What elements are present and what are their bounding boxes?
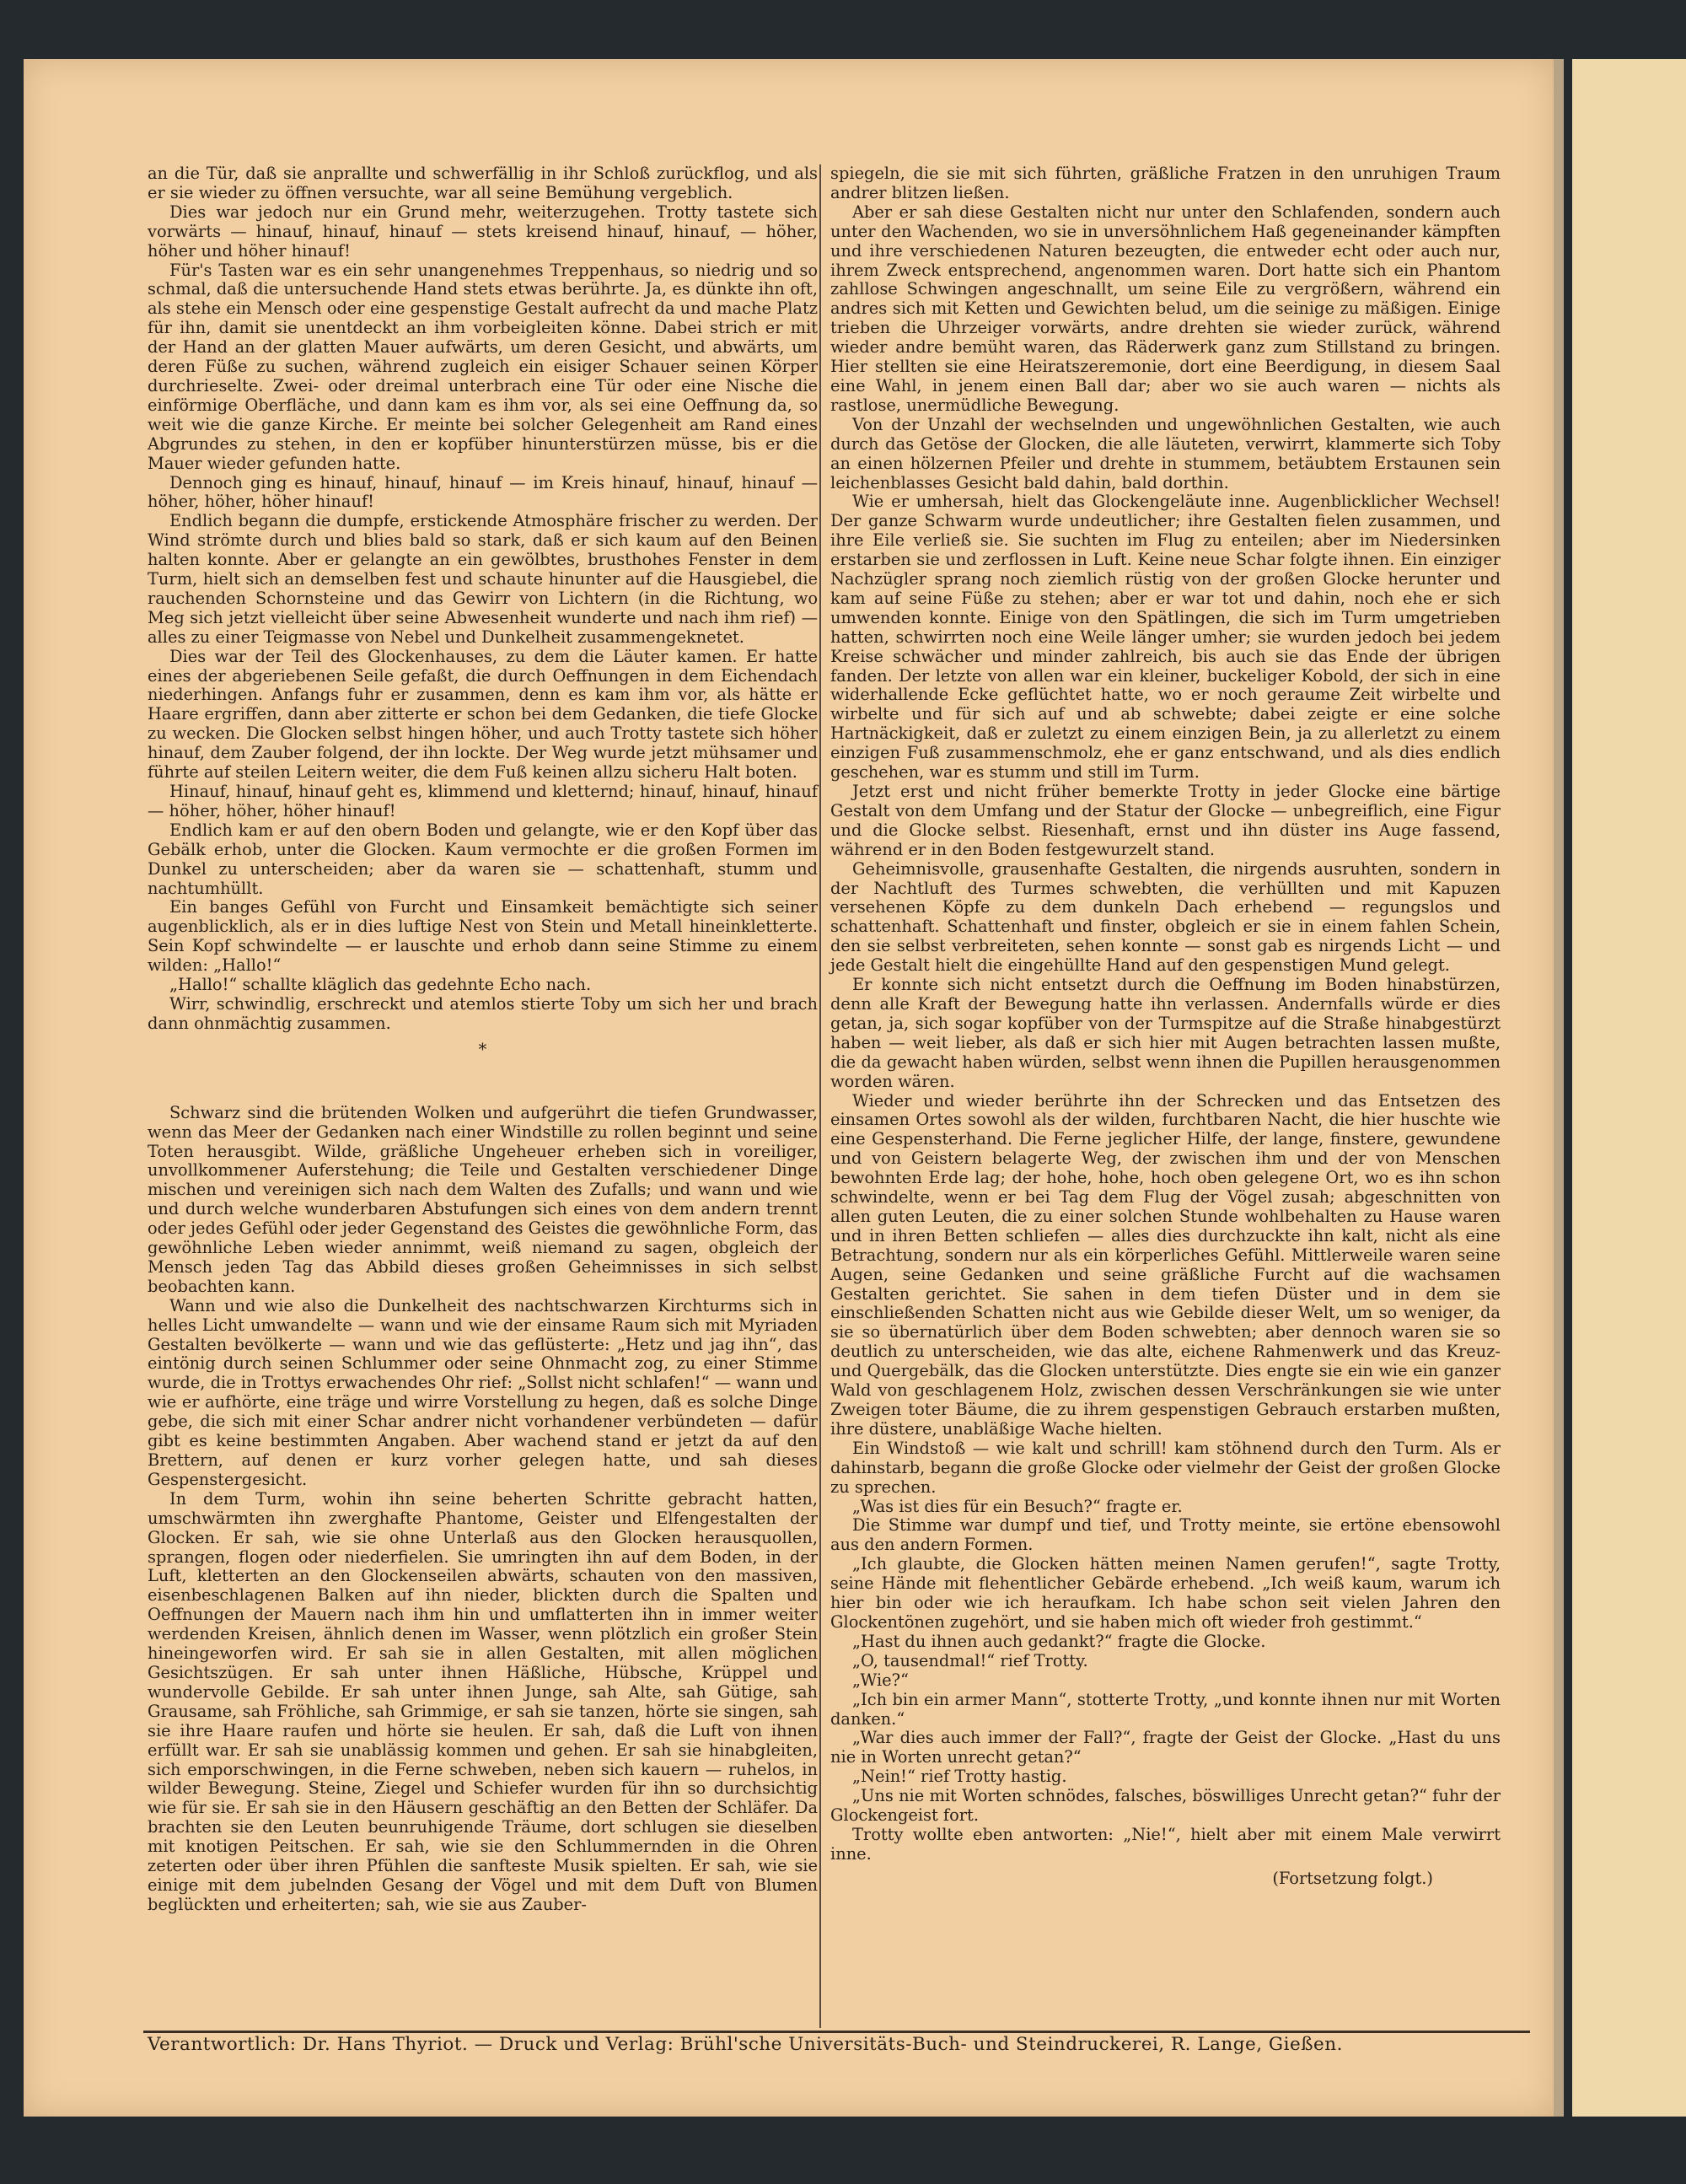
paragraph: Dies war jedoch nur ein Grund mehr, weiterzugehen. Trotty tastete sich vorwärts — hinauf, hinauf, hinauf — stets kreisend hinauf, hinauf, — höher, höher und höher hinauf! [148, 202, 818, 261]
paragraph: spiegeln, die sie mit sich führten, gräßliche Fratzen in den unruhigen Traum andrer blitzen ließen. [830, 164, 1501, 202]
page-edge [1554, 59, 1564, 2117]
paragraph: Ein banges Gefühl von Furcht und Einsamkeit bemächtigte sich seiner augenblicklich, als er in dies luftige Nest von Stein und Metall hineinkletterte. Sein Kopf schwindelte — er lauschte und erhob dann seine Stimme zu einem wilden: „Hallo!“ [148, 897, 818, 976]
right-column [830, 164, 1501, 1889]
left-column [148, 164, 818, 1915]
paragraph: Dies war der Teil des Glockenhauses, zu dem die Läuter kamen. Er hatte eines der abgeriebenen Seile gefaßt, die durch Oeffnungen in dem Eichendach niederhingen. Anfangs fuhr er zusammen, denn es kam ihm vor, als hätte er Haare ergriffen, dann aber zitterte er schon bei dem Gedanken, die tiefe Glocke zu wecken. Die Glocken selbst hingen höher, und auch Trotty tastete sich höher hinauf, dem Zauber folgend, der ihn lockte. Der Weg wurde jetzt mühsamer und führte auf steilen Leitern weiter, die dem Fuß keinen allzu sicheru Halt boten. [148, 646, 818, 783]
paragraph: Geheimnisvolle, grausenhafte Gestalten, die nirgends ausruhten, sondern in der Nachtluft des Turmes schwebten, die verhüllten und mit Kapuzen versehenen Köpfe zu dem dunkeln Dach erhebend — regungslos und schattenhaft. Schattenhaft und finster, obgleich er sie in einem fahlen Schein, den sie selbst verbreiteten, sehen konnte — sonst gab es nirgends Licht — und jede Gestalt hielt die eingehüllte Hand auf den gespenstigen Mund gelegt. [830, 858, 1501, 976]
paragraph: Er konnte sich nicht entsetzt durch die Oeffnung im Boden hinabstürzen, denn alle Kraft der Bewegung hatte ihn verlassen. Andernfalls würde er dies getan, ja, sich sogar kopfüber von der Turmspitze auf die Straße hinabgestürzt haben — weit lieber, als daß er sich hier mit Augen betrachten lassen mußte, die da gewacht haben würden, selbst wenn ihnen die Pupillen herausgenommen worden wären. [830, 975, 1501, 1091]
paragraph: Aber er sah diese Gestalten nicht nur unter den Schlafenden, sondern auch unter den Wachenden, wo sie in unversöhnlichem Haß gegeneinander kämpften und ihre verschiedenen Naturen bezeugten, die entweder echt oder auch nur, ihrem Zweck entsprechend, angenommen waren. Dort hatte sich ein Phantom zahllose Schwingen angeschnallt, um seine Eile zu vergrößern, während ein andres sich mit Ketten und Gewichten belud, um die seinige zu mäßigen. Einige trieben die Uhrzeiger vorwärts, andre drehten sie wieder zurück, während wieder andre bemüht waren, das Räderwerk ganz zum Stillstand zu bringen. Hier stellten sie eine Heiratszeremonie, dort eine Beerdigung, in diesem Saal eine Wahl, in jenem einen Ball dar; aber wo sie auch waren — nichts als rastlose, unermüdliche Bewegung. [830, 202, 1501, 415]
paragraph: „War dies auch immer der Fall?“, fragte der Geist der Glocke. „Hast du uns nie in Worten unrecht getan?“ [830, 1728, 1501, 1767]
paragraph: Endlich kam er auf den obern Boden und gelangte, wie er den Kopf über das Gebälk erhob, unter die Glocken. Kaum vermochte er die großen Formen im Dunkel zu unterscheiden; aber da waren sie — schattenhaft, stumm und nachtumhüllt. [148, 820, 818, 898]
continued-note: (Fortsetzung folgt.) [1272, 1868, 1433, 1888]
footer-rule [143, 2031, 1530, 2033]
column-divider [819, 164, 821, 2028]
paragraph: Dennoch ging es hinauf, hinauf, hinauf — im Kreis hinauf, hinauf, hinauf — höher, höher, höher hinauf! [148, 472, 818, 512]
paragraph: Wirr, schwindlig, erschreckt und atemlos stierte Toby um sich her und brach dann ohnmächtig zusammen. [148, 993, 818, 1033]
paragraph: Endlich begann die dumpfe, erstickende Atmosphäre frischer zu werden. Der Wind strömte durch und blies bald so stark, daß er sich kaum auf den Beinen halten konnte. Aber er gelangte an ein gewölbtes, brusthohes Fenster in dem Turm, hielt sich an demselben fest und schaute hinunter auf die Hausgiebel, die rauchenden Schornsteine und das Gewirr von Lichtern (in die Richtung, wo Meg sich jetzt vielleicht über seine Abwesenheit wunderte und nach ihm rief) — alles zu einer Teigmasse von Nebel und Dunkelheit zusammengeknetet. [148, 511, 818, 647]
section-mark: * [478, 1039, 487, 1059]
paragraph: Wieder und wieder berührte ihn der Schrecken und das Entsetzen des einsamen Ortes sowohl als der wilden, furchtbaren Nacht, die hier huschte wie eine Gespensterhand. Die Ferne jeglicher Hilfe, der lange, finstere, gewundene und von Geistern belagerte Weg, der zwischen ihm und der von Menschen bewohnten Erde lag; der hohe, hohe, hoch oben gelegene Ort, wo es ihn schon schwindelte, wenn er bei Tag dem Flug der Vögel zusah; abgeschnitten von allen guten Leuten, die zu einer solchen Stunde wohlbehalten zu Hause waren und in ihren Betten schliefen — alles dies durchzuckte ihn kalt, nicht als eine Betrachtung, sondern nur als ein körperliches Gefühl. Mittlerweile waren seine Augen, seine Gedanken und seine gräßliche Furcht auf die wachsamen Gestalten gerichtet. Sie sahen in dem tiefen Düster und in dem sie einschließenden Schatten nicht aus wie Gebilde dieser Welt, um so weniger, da sie so übernatürlich über dem Boden schwebten; aber dennoch waren sie so deutlich zu unterscheiden, wie das alte, eichene Rahmenwerk und das Kreuz- und Quergebälk, das die Glocken unterstützte. Dies engte sie ein wie ein ganzer Wald von geschlagenem Holz, zwischen dessen Verschränkungen sie wie unter Zweigen toter Bäume, die zu ihrem gespenstigen Gebrauch erstarben mußten, ihre düstere, unabläßige Wache hielten. [830, 1090, 1501, 1439]
paragraph: „Hast du ihnen auch gedankt?“ fragte die Glocke. [852, 1631, 1266, 1651]
paragraph: „Ich bin ein armer Mann“, stotterte Trotty, „und konnte ihnen nur mit Worten danken.“ [830, 1689, 1501, 1729]
paragraph: Wann und wie also die Dunkelheit des nachtschwarzen Kirchturms sich in helles Licht umwandelte — wann und wie der einsame Raum sich mit Myriaden Gestalten bevölkerte — wann und wie das geflüsterte: „Hetz und jag ihn“, das eintönig durch seinen Schlummer oder seine Ohnmacht zog, zu einer Stimme wurde, die in Trottys erwachendes Ohr rief: „Sollst nicht schlafen!“ — wann und wie er aufhörte, eine träge und wirre Vorstellung zu hegen, daß es solche Dinge gebe, die sich mit einer Schar andrer nicht vorhandener verbündeten — dafür gibt es keine bestimmten Angaben. Aber wachend stand er jetzt da auf den Brettern, auf denen er kurz vorher gelegen hatte, und sah dieses Gespenstergesicht. [148, 1295, 818, 1489]
paragraph: In dem Turm, wohin ihn seine beherten Schritte gebracht hatten, umschwärmten ihn zwerghafte Phantome, Geister und Elfengestalten der Glocken. Er sah, wie sie ohne Unterlaß aus den Glocken herausquollen, sprangen, flogen oder niederfielen. Sie umringten ihn auf dem Boden, in der Luft, kletterten an den Glockenseilen abwärts, schauten von den massiven, eisenbeschlagenen Balken auf ihn nieder, blickten durch die Spalten und Oeffnungen der Mauern nach ihm hin und umflatterten ihn in immer weiter werdenden Kreisen, ähnlich denen im Wasser, wenn plötzlich ein großer Stein hineingeworfen wird. Er sah sie in allen Gestalten, mit allen möglichen Gesichtszügen. Er sah unter ihnen Häßliche, Hübsche, Krüppel und wundervolle Gebilde. Er sah unter ihnen Junge, sah Alte, sah Gütige, sah Grausame, sah Fröhliche, sah Grimmige, er sah sie tanzen, hörte sie singen, sah sie ihre Haare raufen und hörte sie heulen. Er sah, daß die Luft von ihnen erfüllt war. Er sah sie unablässig kommen und gehen. Er sah sie hinabgleiten, sich emporschwingen, in die Ferne schweben, neben sich kauern — ruhelos, in wilder Bewegung. Steine, Ziegel und Schiefer wurden für ihn so durchsichtig wie für sie. Er sah sie in den Häusern geschäftig an den Betten der Schläfer. Da brachten sie den Leuten beunruhigende Träume, dort schlugen sie dieselben mit knotigen Peitschen. Er sah, wie sie den Schlummernden in die Ohren zeterten oder über ihren Pfühlen die sanfteste Musik spielten. Er sah, wie sie einige mit dem jubelnden Gesang der Vögel und mit dem Duft von Blumen beglückten und erheiterten; sah, wie sie aus Zauber- [148, 1488, 818, 1914]
paragraph: „Nein!“ rief Trotty hastig. [852, 1767, 1067, 1787]
paragraph: „Ich glaubte, die Glocken hätten meinen Namen gerufen!“, sagte Trotty, seine Hände mit flehentlicher Gebärde erhebend. „Ich weiß kaum, warum ich hier bin oder wie ich heraufkam. Ich habe schon seit vielen Jahren den Glockentönen zugehört, und sie haben mich oft wieder froh gestimmt.“ [830, 1554, 1501, 1632]
paragraph: Jetzt erst und nicht früher bemerkte Trotty in jeder Glocke eine bärtige Gestalt von dem Umfang und der Statur der Glocke — unbegreiflich, eine Figur und die Glocke selbst. Riesenhaft, ernst und ihn düster ins Auge fassend, während er in den Boden festgewurzelt stand. [830, 782, 1501, 859]
paragraph: an die Tür, daß sie anprallte und schwerfällig in ihr Schloß zurückflog, und als er sie wieder zu öffnen versuchte, war all seine Bemühung vergeblich. [148, 164, 818, 202]
next-page-edge [1572, 59, 1686, 2117]
paragraph: Schwarz sind die brütenden Wolken und aufgerührt die tiefen Grundwasser, wenn das Meer der Gedanken nach einer Windstille zu rollen beginnt und seine Toten herausgibt. Wilde, gräßliche Ungeheuer erheben sich in voreiliger, unvollkommener Auferstehung; die Teile und Gestalten verschiedener Dinge mischen und vereinigen sich nach dem Walten des Zufalls; und wann und wie und durch welche wunderbaren Abstufungen sich eines von dem andern trennt oder jedes Gefühl oder jeder Gegenstand des Geistes die gewöhnliche Form, das gewöhnliche Leben wieder annimmt, weiß niemand zu sagen, obgleich der Mensch jeden Tag das Abbild dieses großen Geheimnisses in sich selbst beobachten kann. [148, 1102, 818, 1296]
paragraph: „Wie?“ [852, 1670, 909, 1690]
paragraph: Wie er umhersah, hielt das Glockengeläute inne. Augenblicklicher Wechsel! Der ganze Schwarm wurde undeutlicher; ihre Gestalten fielen zusammen, und ihre Eile verließ sie. Sie suchten im Flug zu enteilen; aber im Niedersinken erstarben sie und zerflossen in Luft. Keine neue Schar folgte ihnen. Ein einziger Nachzügler sprang noch ziemlich rüstig von der großen Glocke herunter und kam auf seine Füße zu stehen; aber er war tot und dahin, noch ehe er sich umwenden konnte. Einige von den Spätlingen, die sich im Turm umgetrieben hatten, schwirrten noch eine Weile länger umher; sie wurden jedoch bei jedem Kreise schwächer und minder zahlreich, bis auch sie das Ende der übrigen fanden. Der letzte von allen war ein kleiner, buckeliger Kobold, der sich in eine widerhallende Ecke geflüchtet hatte, wo er noch geraume Zeit wirbelte und wirbelte und für sich auf und ab schwebte; dabei zeigte er eine solche Hartnäckigkeit, daß er zuletzt zu einem einzigen Bein, ja zu allerletzt zu einem einzigen Fuß zusammenschmolz, ehe er ganz entschwand, und als dies endlich geschehen, war es stumm und still im Turm. [830, 492, 1501, 783]
paragraph: Hinauf, hinauf, hinauf geht es, klimmend und kletternd; hinauf, hinauf, hinauf — höher, höher, höher hinauf! [148, 782, 818, 820]
paragraph: Für's Tasten war es ein sehr unangenehmes Treppenhaus, so niedrig und so schmal, daß die untersuchende Hand stets etwas berührte. Ja, es dünkte ihn oft, als stehe ein Mensch oder eine gespenstige Gestalt aufrecht da und mache Platz für ihn, damit sie unentdeckt an ihm vorbeigleiten könne. Dabei strich er mit der Hand an der glatten Mauer aufwärts, um deren Gesicht, und abwärts, um deren Füße zu suchen, während zugleich ein eisiger Schauer seinen Körper durchrieselte. Zwei- oder dreimal unterbrach eine Tür oder eine Nische die einförmige Oberfläche, und dann kam es ihm vor, als sei eine Oeffnung da, so weit wie die ganze Kirche. Er meinte bei solcher Gelegenheit am Rand eines Abgrundes zu stehen, in den er kopfüber hinunterstürzen müsse, bis er die Mauer wieder gefunden hatte. [148, 260, 818, 473]
paragraph: Die Stimme war dumpf und tief, und Trotty meinte, sie ertöne ebensowohl aus den andern Formen. [830, 1515, 1501, 1555]
paragraph: „O, tausendmal!“ rief Trotty. [852, 1650, 1088, 1670]
imprint-line: Verantwortlich: Dr. Hans Thyriot. — Druck und Verlag: Brühl'sche Universitäts-Buch- und Steindruckerei, R. Lange, Gießen. [148, 2034, 1343, 2055]
paragraph: Ein Windstoß — wie kalt und schrill! kam stöhnend durch den Turm. Als er dahinstarb, begann die große Glocke oder vielmehr der Geist der großen Glocke zu sprechen. [830, 1438, 1501, 1497]
paragraph: Von der Unzahl der wechselnden und ungewöhnlichen Gestalten, wie auch durch das Getöse der Glocken, die alle läuteten, verwirrt, klammerte sich Toby an einen hölzernen Pfeiler und drehte in stummem, betäubtem Erstaunen sein leichenblasses Gesicht bald dahin, bald dorthin. [830, 414, 1501, 492]
paragraph: „Uns nie mit Worten schnödes, falsches, böswilliges Unrecht getan?“ fuhr der Glockengeist fort. [830, 1786, 1501, 1826]
paragraph: „Was ist dies für ein Besuch?“ fragte er. [852, 1496, 1183, 1516]
paragraph: „Hallo!“ schallte kläglich das gedehnte Echo nach. [169, 975, 592, 995]
paragraph: Trotty wollte eben antworten: „Nie!“, hielt aber mit einem Male verwirrt inne. [830, 1824, 1501, 1864]
